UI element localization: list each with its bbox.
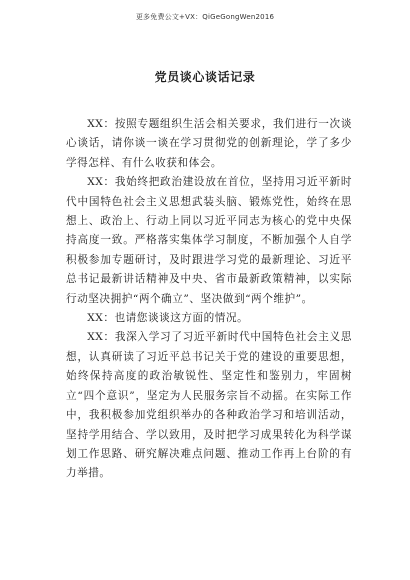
header-note: 更多免费公文+VX：QiGeGongWen2016 bbox=[135, 13, 275, 21]
document-title: 党员谈心谈话记录 bbox=[154, 70, 256, 84]
paragraph-2: XX：我始终把政治建设放在首位，坚持用习近平新时代中国特色社会主义思想武装头脑、锻炼党性，始终在思想上、政治上、行动上同以习近平同志为核心的党中央保持高度一致。严格落实集体学习制度，不断加强个人自学积极参加专题研讨，及时跟进学习党的最新理论、习近平总书记最新讲话精神及中央、省市最新政策精神，以实际行动坚决拥护“两个确立”、坚决做到“两个维护”。 bbox=[66, 176, 352, 305]
document-body bbox=[66, 115, 352, 484]
paragraph-3: XX：也请您谈谈这方面的情况。 bbox=[87, 312, 249, 325]
paragraph-4: XX：我深入学习了习近平新时代中国特色社会主义思想，认真研读了习近平总书记关于党的建设的重要思想，始终保持高度的政治敏锐性、坚定性和鉴别力，牢固树立“四个意识”，坚定为人民服务宗旨不动摇。在实际工作中，我积极参加党组织举办的各种政治学习和培训活动，坚持学用结合、学以致用，及时把学习成果转化为科学谋划工作思路、研究解决难点问题、推动工作再上台阶的有力举措。 bbox=[66, 331, 352, 480]
paragraph-1: XX：按照专题组织生活会相关要求，我们进行一次谈心谈话，请你谈一谈在学习贯彻党的创新理论，学了多少学得怎样、有什么收获和体会。 bbox=[66, 118, 352, 169]
